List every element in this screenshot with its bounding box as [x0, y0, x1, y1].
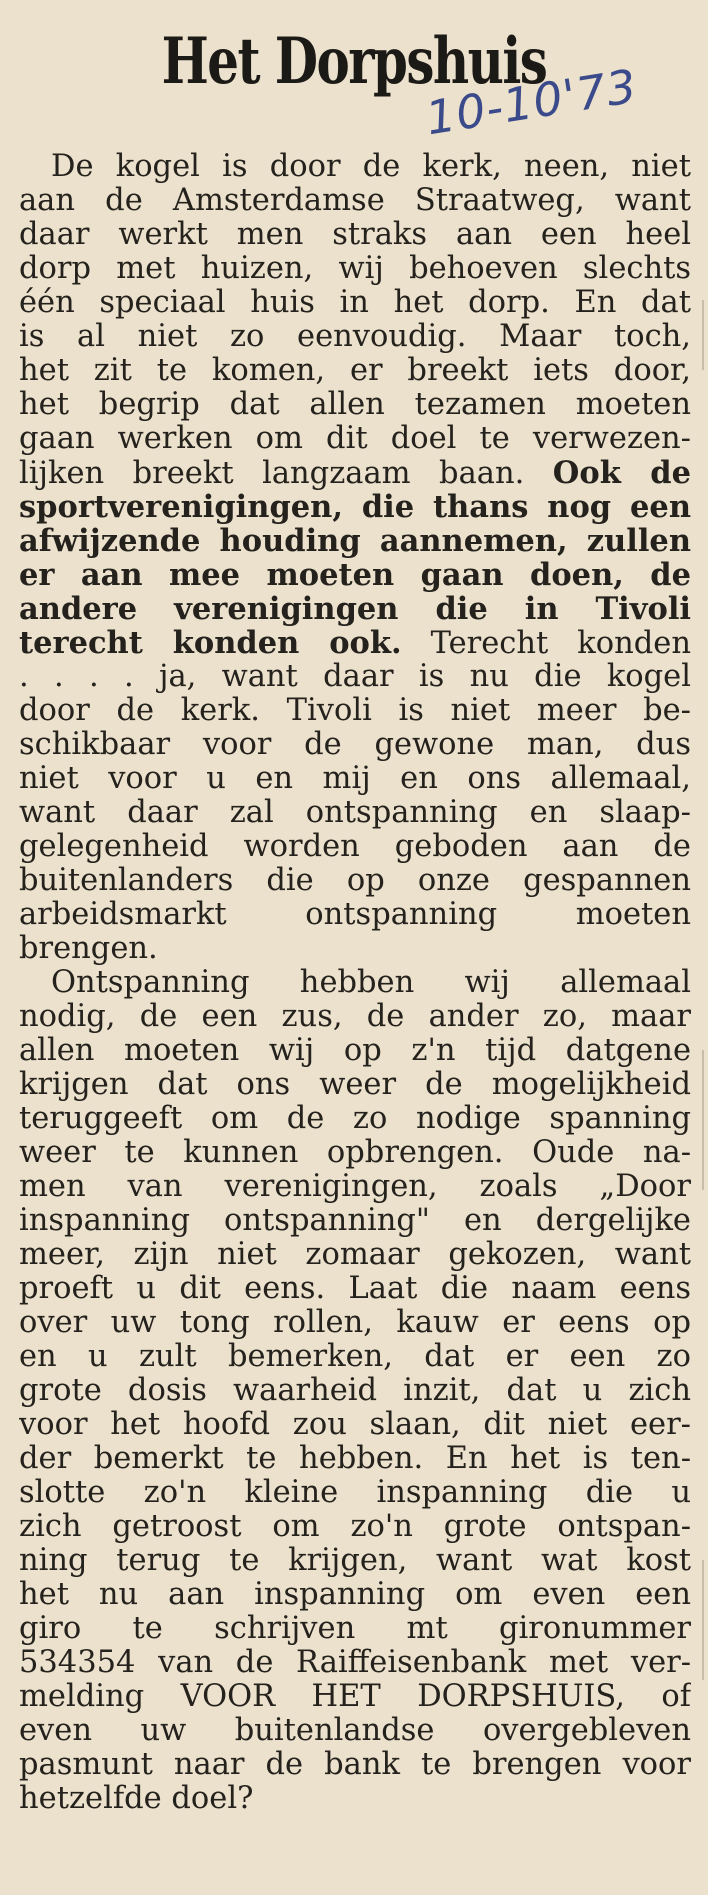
article-line — [19, 1714, 691, 1748]
text-run: grote dosis waarheid inzit, dat u zich — [19, 1374, 691, 1408]
article-line — [19, 830, 691, 864]
text-run: proeft u dit eens. Laat die naam eens — [19, 1272, 691, 1306]
bold-text: andere verenigingen die in Tivoli — [19, 592, 691, 626]
text-run: aan de Amsterdamse Straatweg, want — [19, 184, 691, 218]
text-run: voor het hoofd zou slaan, dit niet eer- — [19, 1408, 691, 1442]
article-line — [19, 320, 691, 354]
article-line — [19, 1000, 691, 1034]
article-line — [19, 388, 691, 422]
text-run: allen moeten wij op z'n tijd datgene — [19, 1034, 691, 1068]
text-run: giro te schrijven mt gironummer — [19, 1612, 691, 1646]
text-run: De kogel is door de kerk, neen, niet — [51, 150, 691, 184]
handwritten-date: 10-10'73 — [422, 58, 641, 146]
article-line — [19, 898, 691, 932]
text-run: door de kerk. Tivoli is niet meer be- — [19, 694, 691, 728]
article-line — [19, 1204, 691, 1238]
text-run: lijken breekt langzaam baan. — [19, 456, 553, 490]
text-run: even uw buitenlandse overgebleven — [19, 1714, 691, 1748]
text-run: inspanning ontspanning" en dergelijke — [19, 1204, 691, 1238]
article-line — [19, 932, 691, 966]
text-run: meer, zijn niet zomaar gekozen, want — [19, 1238, 691, 1272]
article-line — [19, 1476, 691, 1510]
article-body — [19, 150, 691, 1816]
bold-text: terecht konden ook. — [19, 626, 402, 660]
text-run: het zit te komen, er breekt iets door, — [19, 354, 691, 388]
text-run: weer te kunnen opbrengen. Oude na- — [19, 1136, 691, 1170]
text-run: Terecht konden — [401, 626, 691, 660]
text-run: schikbaar voor de gewone man, dus — [19, 728, 691, 762]
article-line — [19, 218, 691, 252]
article-line — [19, 490, 691, 524]
text-run: brengen. — [19, 932, 158, 966]
article-line — [19, 456, 691, 490]
text-run: . . . . ja, want daar is nu die kogel — [19, 660, 691, 694]
article-line — [19, 1034, 691, 1068]
article-line — [19, 1136, 691, 1170]
article-line — [19, 422, 691, 456]
text-run: slotte zo'n kleine inspanning die u — [19, 1476, 691, 1510]
text-run: het nu aan inspanning om even een — [19, 1578, 691, 1612]
article-line — [19, 1102, 691, 1136]
article-line — [19, 184, 691, 218]
article-line — [19, 1680, 691, 1714]
article-line — [19, 286, 691, 320]
article-line — [19, 1374, 691, 1408]
article-line — [19, 796, 691, 830]
article-line — [19, 558, 691, 592]
article-line — [19, 1578, 691, 1612]
text-run: buitenlanders die op onze gespannen — [19, 864, 691, 898]
article-paragraph — [19, 966, 691, 1816]
bold-text: er aan mee moeten gaan doen, de — [19, 558, 691, 592]
bold-text: afwijzende houding aannemen, zullen — [19, 524, 691, 558]
text-run: gaan werken om dit doel te verwezen- — [19, 422, 691, 456]
article-line — [19, 728, 691, 762]
article-line — [19, 1544, 691, 1578]
article-line — [19, 1408, 691, 1442]
text-run: één speciaal huis in het dorp. En dat — [19, 286, 691, 320]
article-line — [19, 966, 691, 1000]
text-run: der bemerkt te hebben. En het is ten- — [19, 1442, 691, 1476]
article-line — [19, 1782, 691, 1816]
article-line — [19, 1646, 691, 1680]
article-line — [19, 1068, 691, 1102]
text-run: pasmunt naar de bank te brengen voor — [19, 1748, 691, 1782]
article-line — [19, 1748, 691, 1782]
text-run: men van verenigingen, zoals „Door — [19, 1170, 691, 1204]
article-line — [19, 1170, 691, 1204]
bold-text: sportverenigingen, die thans nog een — [19, 490, 691, 524]
text-run: over uw tong rollen, kauw er eens op — [19, 1306, 691, 1340]
text-run: dorp met huizen, wij behoeven slechts — [19, 252, 691, 286]
article-line — [19, 762, 691, 796]
article-line — [19, 864, 691, 898]
article-line — [19, 1340, 691, 1374]
article-line — [19, 1612, 691, 1646]
article-line — [19, 150, 691, 184]
text-run: is al niet zo eenvoudig. Maar toch, — [19, 320, 691, 354]
text-run: krijgen dat ons weer de mogelijkheid — [19, 1068, 691, 1102]
text-run: teruggeeft om de zo nodige spanning — [19, 1102, 691, 1136]
headline: Het Dorpshuis — [161, 24, 547, 99]
column-rule — [702, 1560, 704, 1680]
text-run: niet voor u en mij en ons allemaal, — [19, 762, 691, 796]
article-line — [19, 694, 691, 728]
text-run: zich getroost om zo'n grote ontspan- — [19, 1510, 691, 1544]
column-rule — [702, 300, 704, 370]
text-run: nodig, de een zus, de ander zo, maar — [19, 1000, 691, 1034]
text-run: hetzelfde doel? — [19, 1782, 254, 1816]
text-run: het begrip dat allen tezamen moeten — [19, 388, 691, 422]
article-line — [19, 252, 691, 286]
article-line — [19, 1272, 691, 1306]
text-run: 534354 van de Raiffeisenbank met ver- — [19, 1646, 691, 1680]
article-line — [19, 1306, 691, 1340]
text-run: gelegenheid worden geboden aan de — [19, 830, 691, 864]
article-paragraph — [19, 150, 691, 966]
text-run: en u zult bemerken, dat er een zo — [19, 1340, 691, 1374]
article-line — [19, 1238, 691, 1272]
article-line — [19, 1442, 691, 1476]
article-line — [19, 626, 691, 660]
bold-text: Ook de — [552, 456, 691, 490]
text-run: Ontspanning hebben wij allemaal — [51, 966, 691, 1000]
article-line — [19, 354, 691, 388]
text-run: daar werkt men straks aan een heel — [19, 218, 691, 252]
article-line — [19, 1510, 691, 1544]
text-run: arbeidsmarkt ontspanning moeten — [19, 898, 691, 932]
article-line — [19, 524, 691, 558]
text-run: ning terug te krijgen, want wat kost — [19, 1544, 691, 1578]
article-line — [19, 660, 691, 694]
column-rule — [702, 1050, 704, 1190]
text-run: want daar zal ontspanning en slaap- — [19, 796, 691, 830]
text-run: melding VOOR HET DORPSHUIS, of — [19, 1680, 691, 1714]
article-line — [19, 592, 691, 626]
